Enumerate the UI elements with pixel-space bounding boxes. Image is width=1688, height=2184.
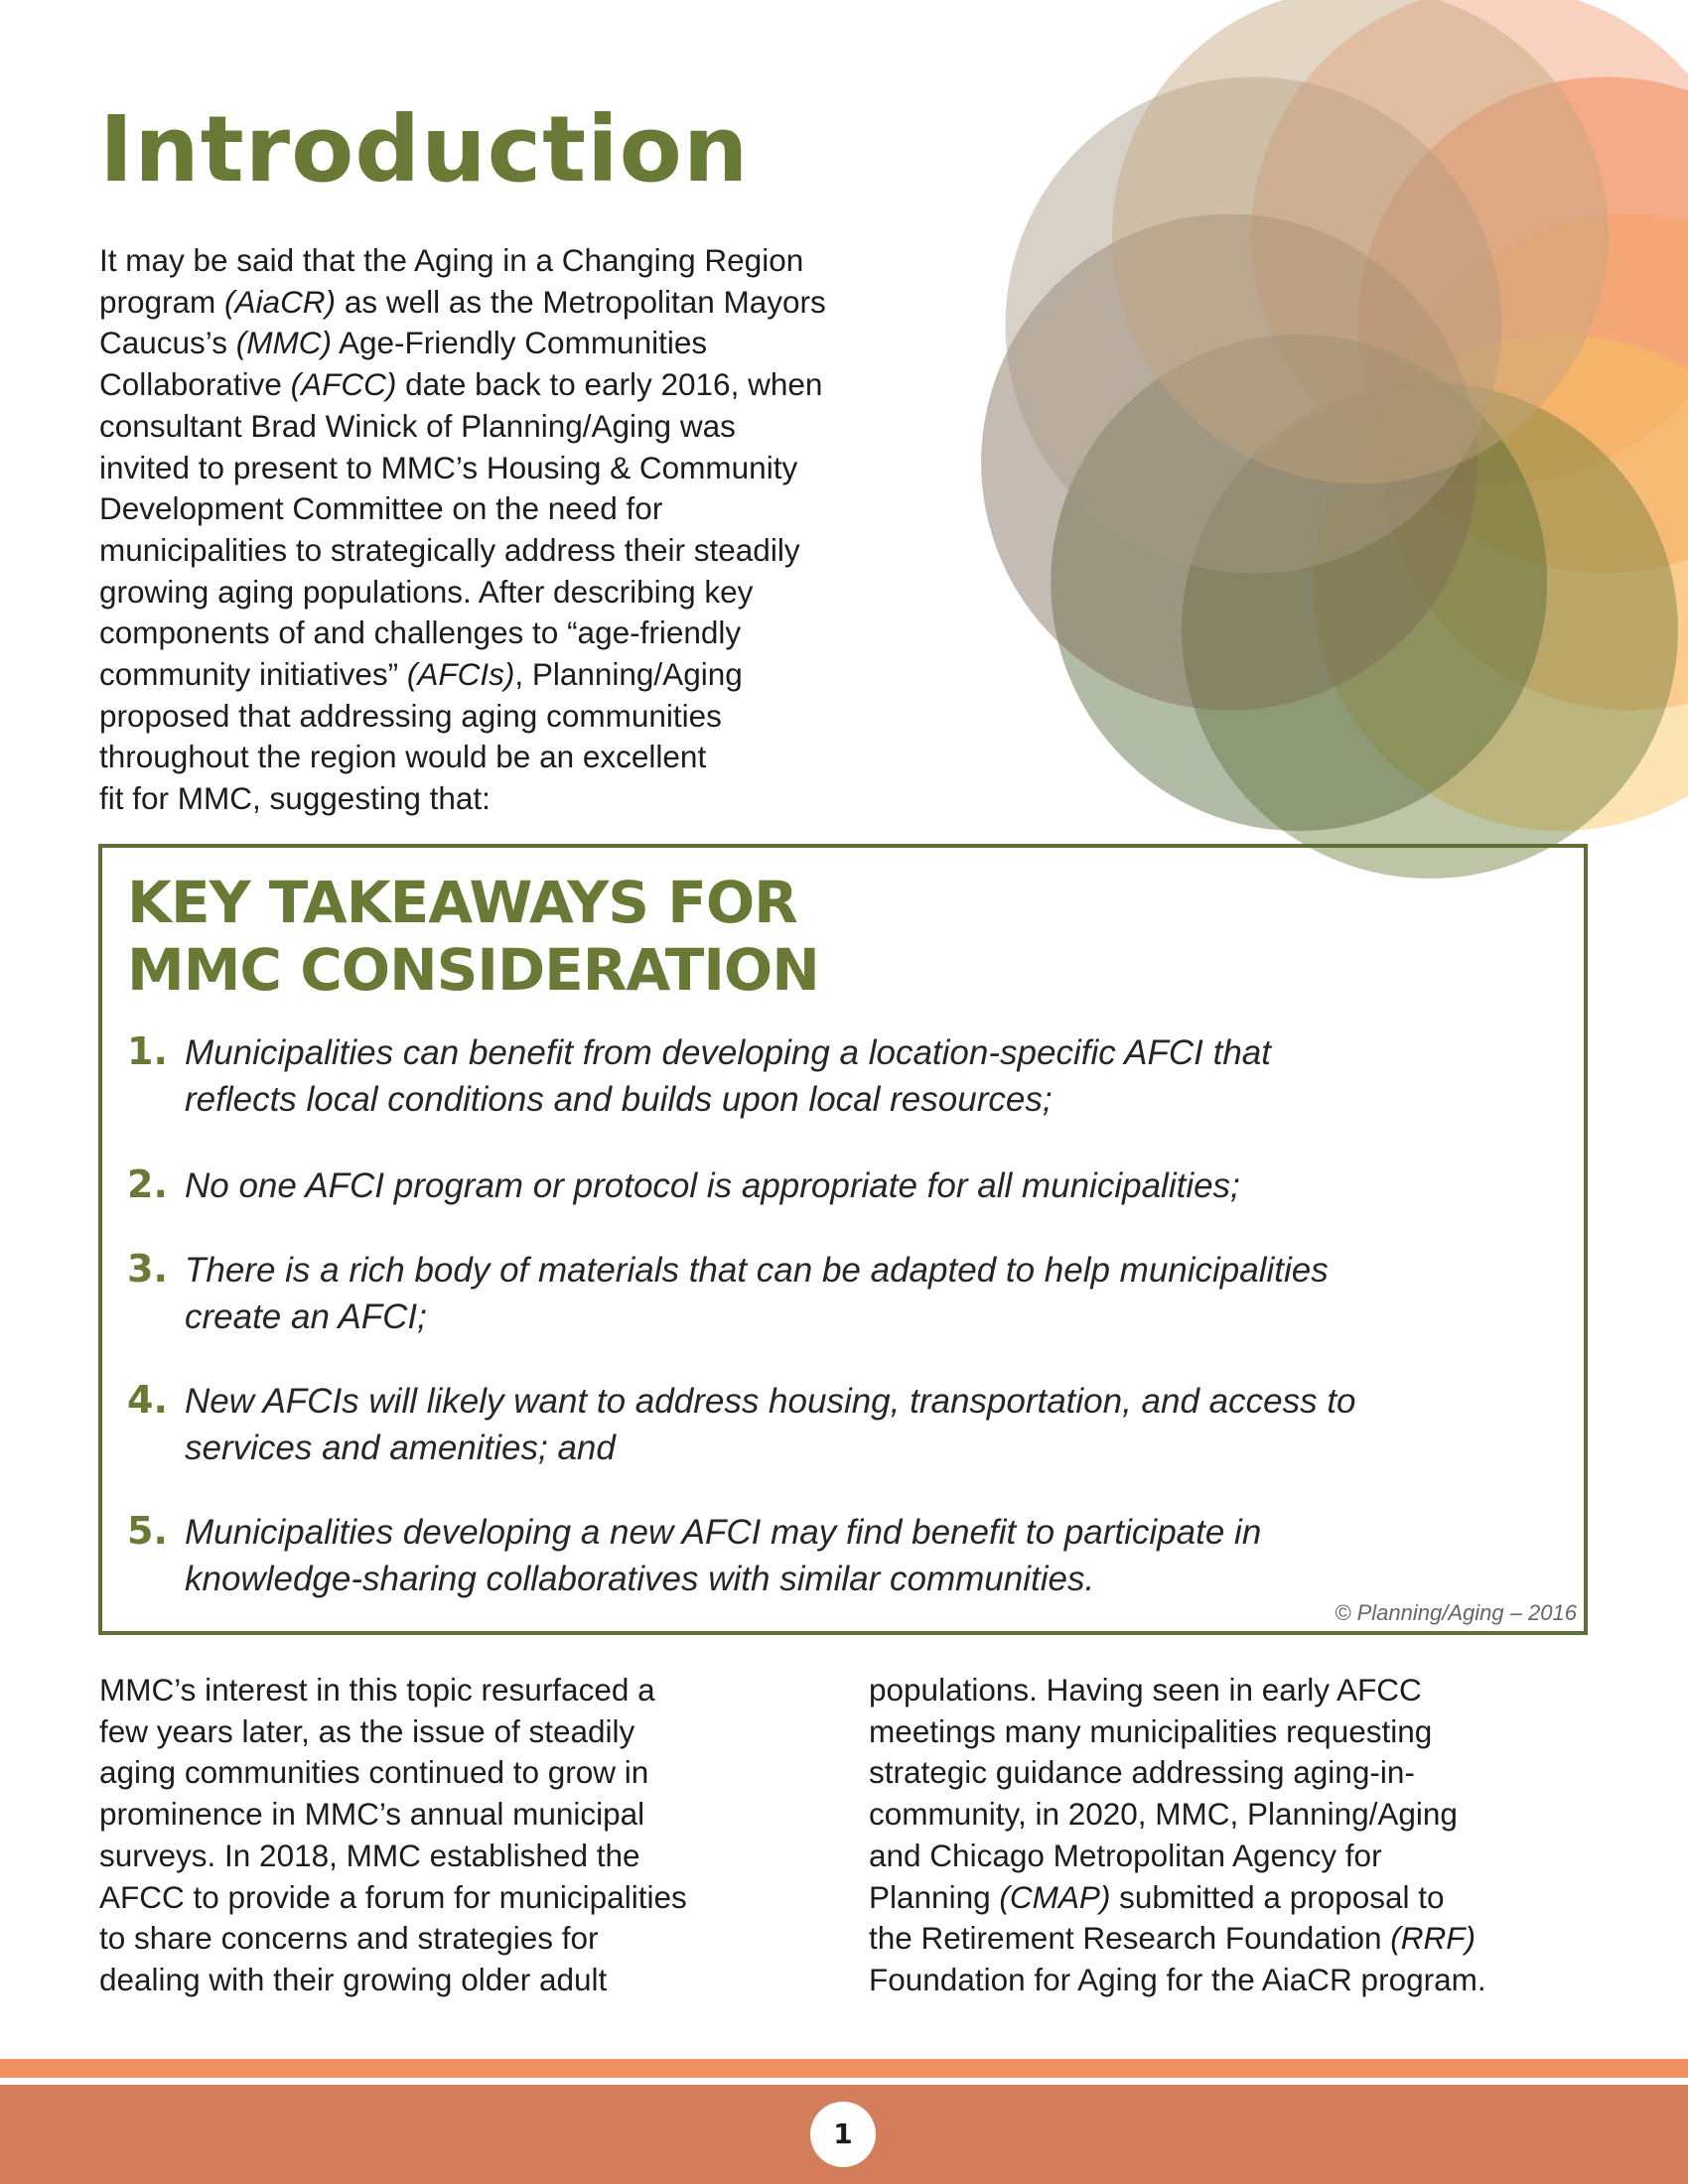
copyright-note: © Planning/Aging – 2016 (1335, 1600, 1577, 1625)
takeaway-number: 2. (127, 1162, 168, 1206)
intro-line: It may be said that the Aging in a Changing Region (99, 242, 804, 278)
takeaway-line: There is a rich body of materials that can be adapted to help municipalities (185, 1251, 1329, 1290)
page-title: Introduction (99, 96, 750, 203)
body-column-right (869, 1670, 1594, 2001)
intro-line: Caucus’s (MMC) Age-Friendly Communities (99, 325, 708, 361)
takeaway-line: create an AFCI; (185, 1297, 427, 1336)
takeaway-number: 1. (127, 1029, 168, 1073)
takeaway-number: 4. (127, 1378, 168, 1422)
body-column-left (99, 1670, 814, 2001)
body-line: AFCC to provide a forum for municipalities (99, 1878, 687, 1915)
body-line: aging communities continued to grow in (99, 1754, 649, 1791)
intro-line: Collaborative (AFCC) date back to early 2016, when (99, 366, 823, 403)
flower-petal-circle (981, 214, 1477, 711)
flower-petal-circle (1006, 77, 1502, 574)
takeaway-line: New AFCIs will likely want to address housing, transportation, and access to (185, 1382, 1356, 1421)
intro-line: consultant Brad Winick of Planning/Aging was (99, 407, 736, 444)
flower-petal-circle (1051, 335, 1547, 831)
body-line: populations. Having seen in early AFCC (869, 1672, 1422, 1707)
body-line: few years later, as the issue of steadily (99, 1712, 635, 1749)
takeaway-line: knowledge-sharing collaboratives with similar communities. (185, 1560, 1095, 1598)
takeaway-line: reflects local conditions and builds upon local resources; (185, 1080, 1053, 1119)
intro-line: invited to present to MMC’s Housing & Community (99, 449, 798, 485)
body-line: dealing with their growing older adult (99, 1961, 608, 1997)
intro-line: fit for MMC, suggesting that: (99, 780, 491, 817)
takeaway-text (185, 1378, 1356, 1471)
body-line: to share concerns and strategies for (99, 1920, 599, 1957)
body-line: strategic guidance addressing aging-in- (869, 1754, 1415, 1791)
takeaway-line: services and amenities; and (185, 1429, 616, 1467)
intro-line: municipalities to strategically address their steadily (99, 531, 800, 568)
key-takeaways-title (127, 869, 819, 1004)
body-line: Planning (CMAP) submitted a proposal to (869, 1878, 1445, 1915)
takeaway-line: Municipalities can benefit from developing a location-specific AFCI that (185, 1033, 1271, 1072)
body-line: Foundation for Aging for the AiaCR program. (869, 1961, 1486, 1997)
flower-petal-circle (1251, 0, 1688, 483)
flower-petal-circle (1313, 335, 1688, 831)
body-line: MMC’s interest in this topic resurfaced a (99, 1672, 655, 1707)
intro-paragraph (99, 240, 923, 820)
flower-petal-circle (1182, 382, 1678, 879)
intro-line: proposed that addressing aging communities (99, 697, 722, 734)
intro-line: community initiatives” (AFCIs), Planning/Aging (99, 656, 743, 693)
intro-line: program (AiaCR) as well as the Metropolitan Mayors (99, 283, 826, 320)
key-takeaways-title-line: KEY TAKEAWAYS FOR (127, 869, 797, 936)
intro-line: throughout the region would be an excellent (99, 739, 707, 775)
takeaway-number: 5. (127, 1509, 168, 1553)
body-line: meetings many municipalities requesting (869, 1712, 1433, 1749)
takeaway-text (185, 1509, 1261, 1602)
takeaway-text (185, 1247, 1329, 1340)
flower-petal-circle (1358, 77, 1688, 574)
body-line: community, in 2020, MMC, Planning/Aging (869, 1796, 1458, 1833)
takeaway-text (185, 1029, 1271, 1123)
body-line: prominence in MMC’s annual municipal (99, 1796, 645, 1833)
takeaway-number: 3. (127, 1247, 168, 1291)
takeaway-line: No one AFCI program or protocol is appropriate for all municipalities; (185, 1166, 1240, 1205)
intro-line: components of and challenges to “age-friendly (99, 614, 742, 651)
footer-stripe (0, 2059, 1688, 2078)
body-line: and Chicago Metropolitan Agency for (869, 1837, 1382, 1873)
intro-line: Development Committee on the need for (99, 490, 663, 527)
body-line: the Retirement Research Foundation (RRF) (869, 1920, 1477, 1957)
flower-petal-circle (1112, 0, 1609, 483)
page-number: 1 (810, 2102, 876, 2167)
flower-petal-circle (1382, 214, 1688, 711)
key-takeaways-title-line: MMC CONSIDERATION (127, 936, 819, 1004)
takeaway-text (185, 1162, 1240, 1209)
intro-line: growing aging populations. After describing key (99, 573, 754, 610)
body-line: surveys. In 2018, MMC established the (99, 1837, 640, 1873)
takeaway-line: Municipalities developing a new AFCI may find benefit to participate in (185, 1513, 1262, 1552)
